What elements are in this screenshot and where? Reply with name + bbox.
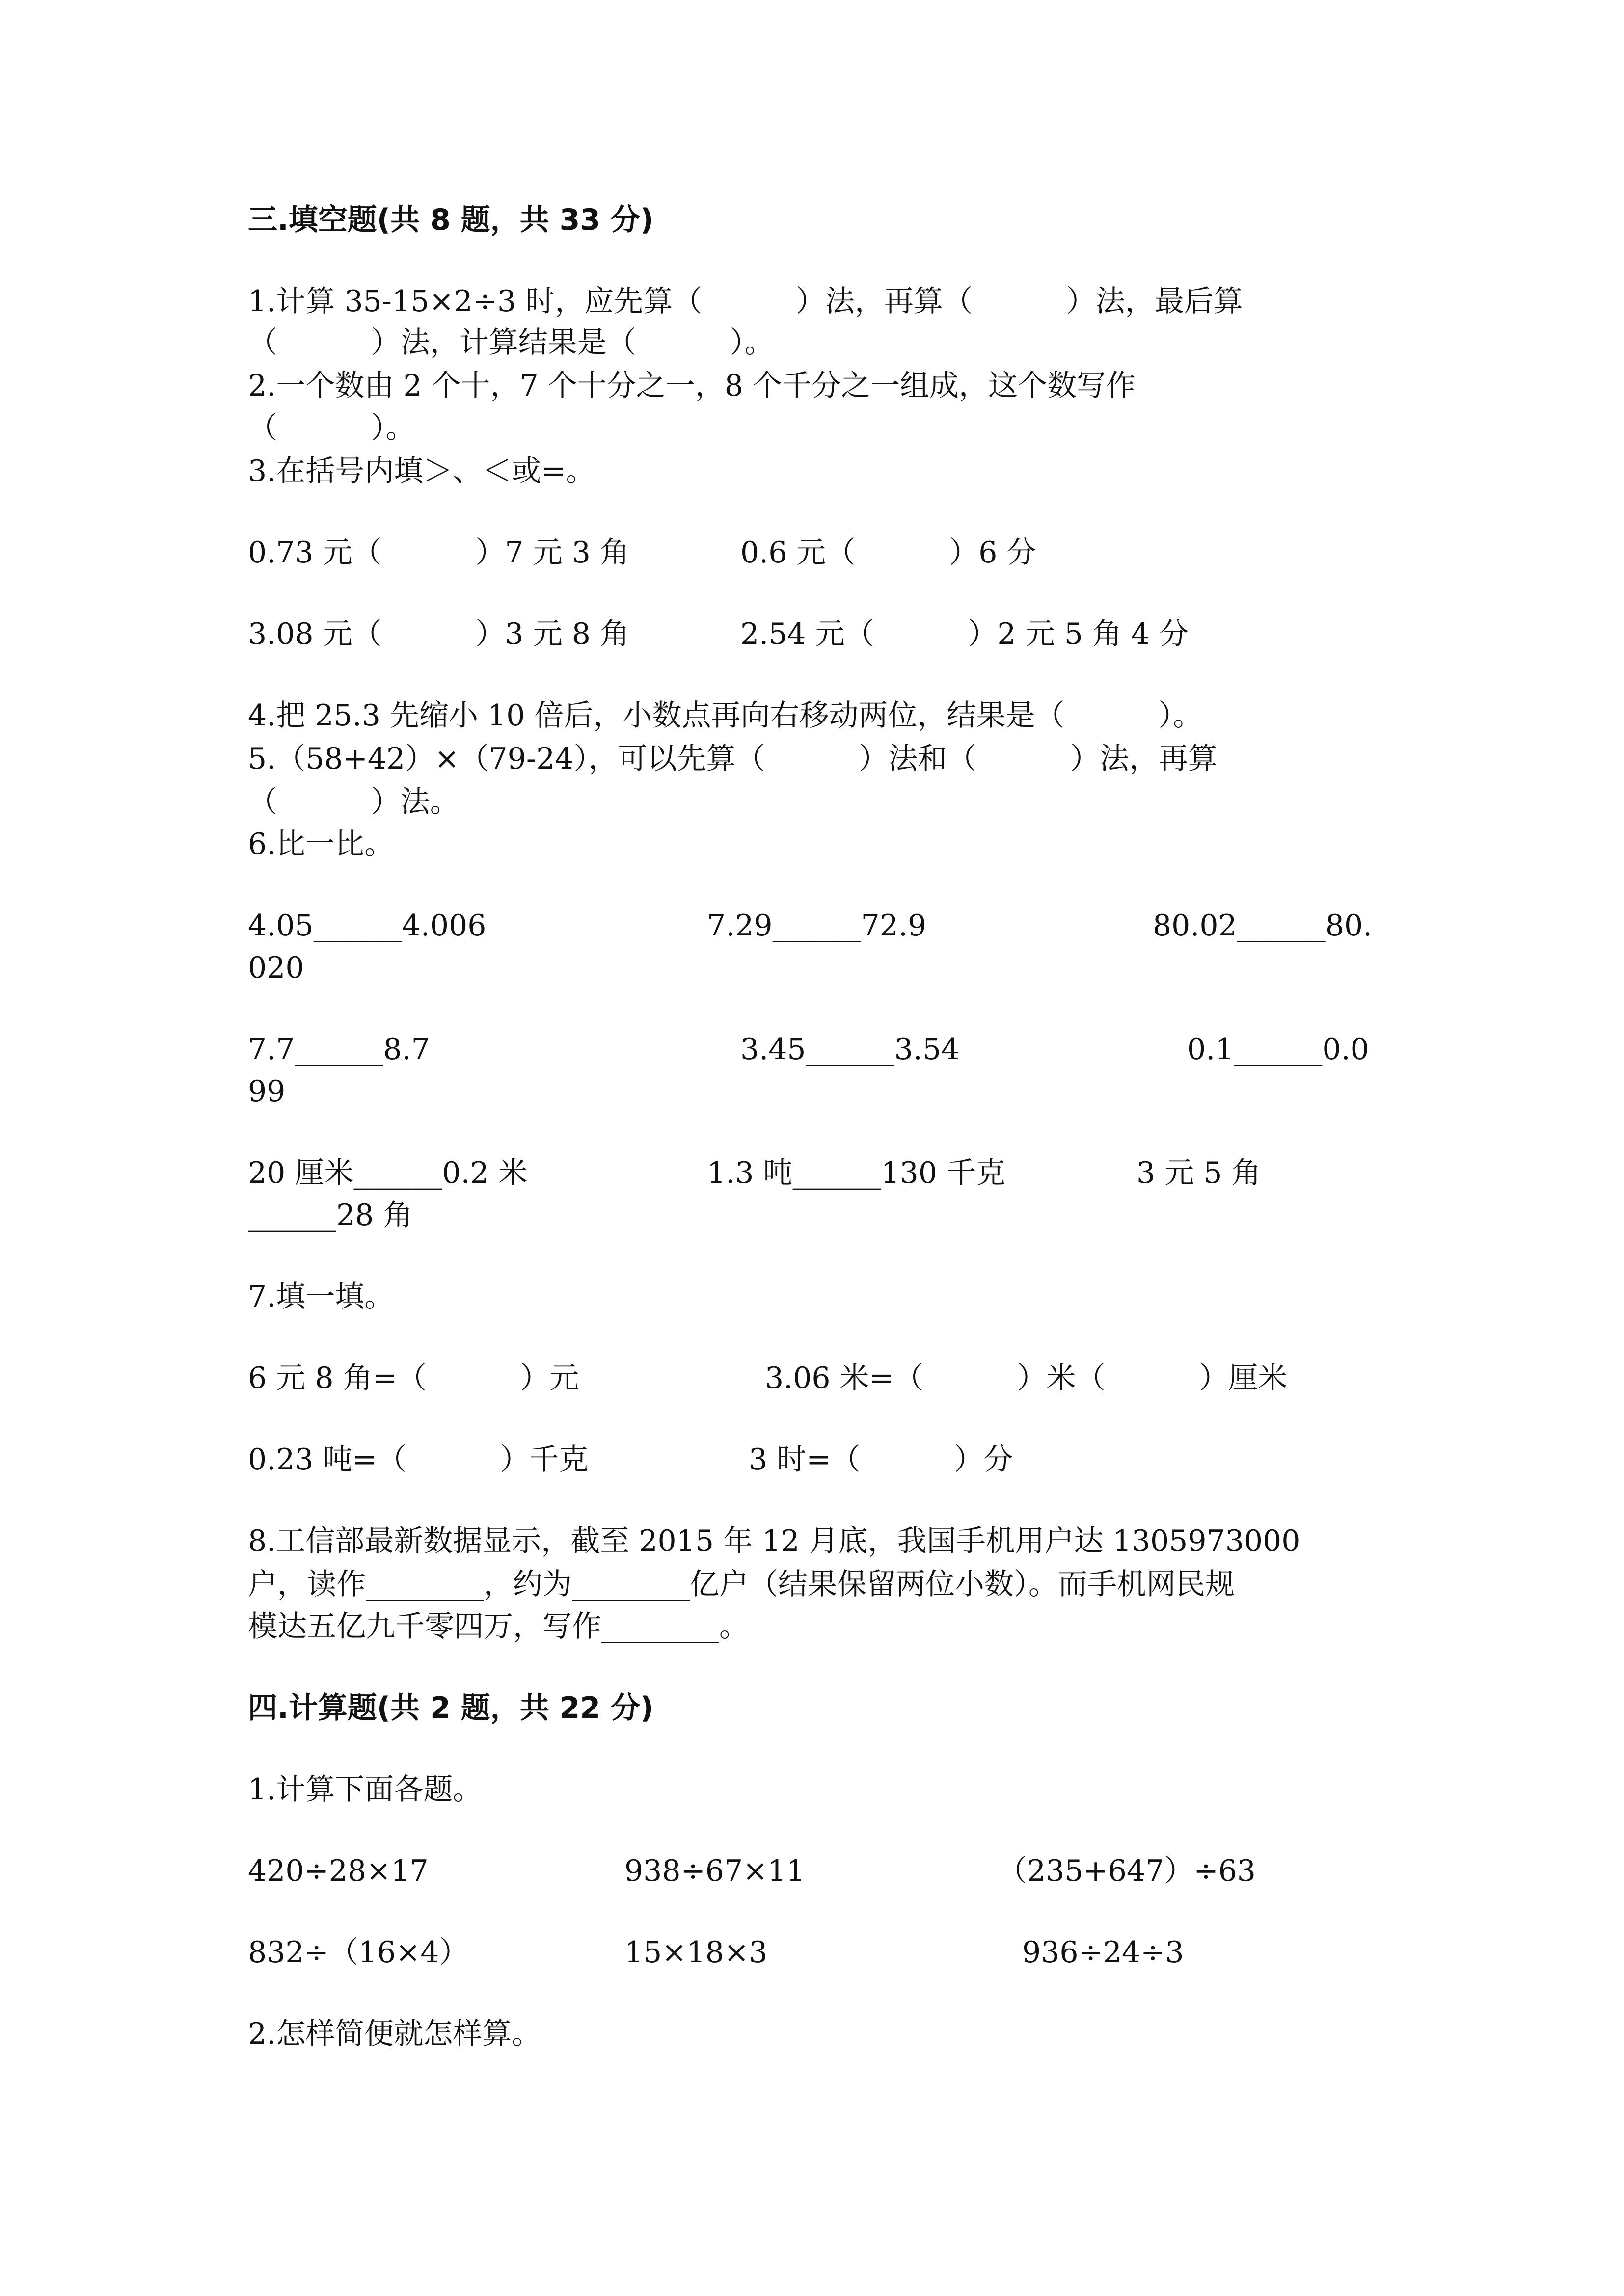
q3-item: 0.73 元（ ）7 元 3 角 [248,535,629,570]
calc-item: 420÷28×17 [248,1854,429,1888]
calc-item: 832÷（16×4） [248,1935,469,1970]
q6-item: 20 厘米______0.2 米 [248,1156,528,1190]
q6-item: 80.02______80. [1153,908,1373,943]
q6-item: 7.7______8.7 [248,1032,430,1067]
q3-item: 0.6 元（ ）6 分 [740,535,1036,570]
q1-line-2: （ ）法，计算结果是（ ）。 [248,325,774,360]
q6-item-wrap: ______28 角 [248,1198,413,1232]
q6-item: 1.3 吨______130 千克 [707,1156,1006,1190]
calc-item: 15×18×3 [624,1935,768,1970]
q7-prompt: 7.填一填。 [248,1280,394,1314]
simplify-prompt: 2.怎样简便就怎样算。 [248,2017,541,2051]
q6-item: 3 元 5 角 [1137,1156,1261,1190]
q4-text: 4.把 25.3 先缩小 10 倍后，小数点再向右移动两位，结果是（ ）。 [248,698,1203,733]
q5-line-2: （ ）法。 [248,785,460,819]
section-4-heading: 四.计算题(共 2 题，共 22 分) [248,1691,654,1725]
q8-line-1: 8.工信部最新数据显示，截至 2015 年 12 月底，我国手机用户达 1305973000 [248,1524,1300,1558]
q5-line-1: 5.（58+42）×（79-24），可以先算（ ）法和（ ）法，再算 [248,742,1218,776]
q6-prompt: 6.比一比。 [248,827,394,861]
q6-item: 4.05______4.006 [248,908,487,943]
q1-line-1: 1.计算 35-15×2÷3 时，应先算（ ）法，再算（ ）法，最后算 [248,284,1243,319]
q8-line-3: 模达五亿九千零四万，写作________。 [248,1609,749,1644]
section-3-heading: 三.填空题(共 8 题，共 33 分) [248,203,654,237]
q3-item: 3.08 元（ ）3 元 8 角 [248,617,629,651]
q3-item: 2.54 元（ ）2 元 5 角 4 分 [740,617,1189,651]
q8-line-2: 户，读作________，约为________亿户（结果保留两位小数）。而手机网民规 [248,1567,1235,1602]
q6-item: 3.45______3.54 [740,1032,960,1067]
calc-item: 936÷24÷3 [1022,1935,1184,1970]
q3-prompt: 3.在括号内填＞、＜或=。 [248,454,595,488]
q6-item: 0.1______0.0 [1187,1032,1369,1067]
calc-item: （235+647）÷63 [998,1854,1256,1888]
calc-prompt: 1.计算下面各题。 [248,1772,483,1807]
q7-item: 3 时=（ ）分 [749,1442,1013,1477]
q7-item: 3.06 米=（ ）米（ ）厘米 [765,1361,1288,1395]
q6-item-wrap: 99 [248,1074,286,1109]
q2-line-1: 2.一个数由 2 个十，7 个十分之一，8 个千分之一组成，这个数写作 [248,369,1136,403]
q6-item-wrap: 020 [248,951,304,985]
q7-item: 0.23 吨=（ ）千克 [248,1442,589,1477]
calc-item: 938÷67×11 [624,1854,805,1888]
q6-item: 7.29______72.9 [707,908,927,943]
q7-item: 6 元 8 角=（ ）元 [248,1361,579,1395]
q2-line-2: （ ）。 [248,411,415,445]
